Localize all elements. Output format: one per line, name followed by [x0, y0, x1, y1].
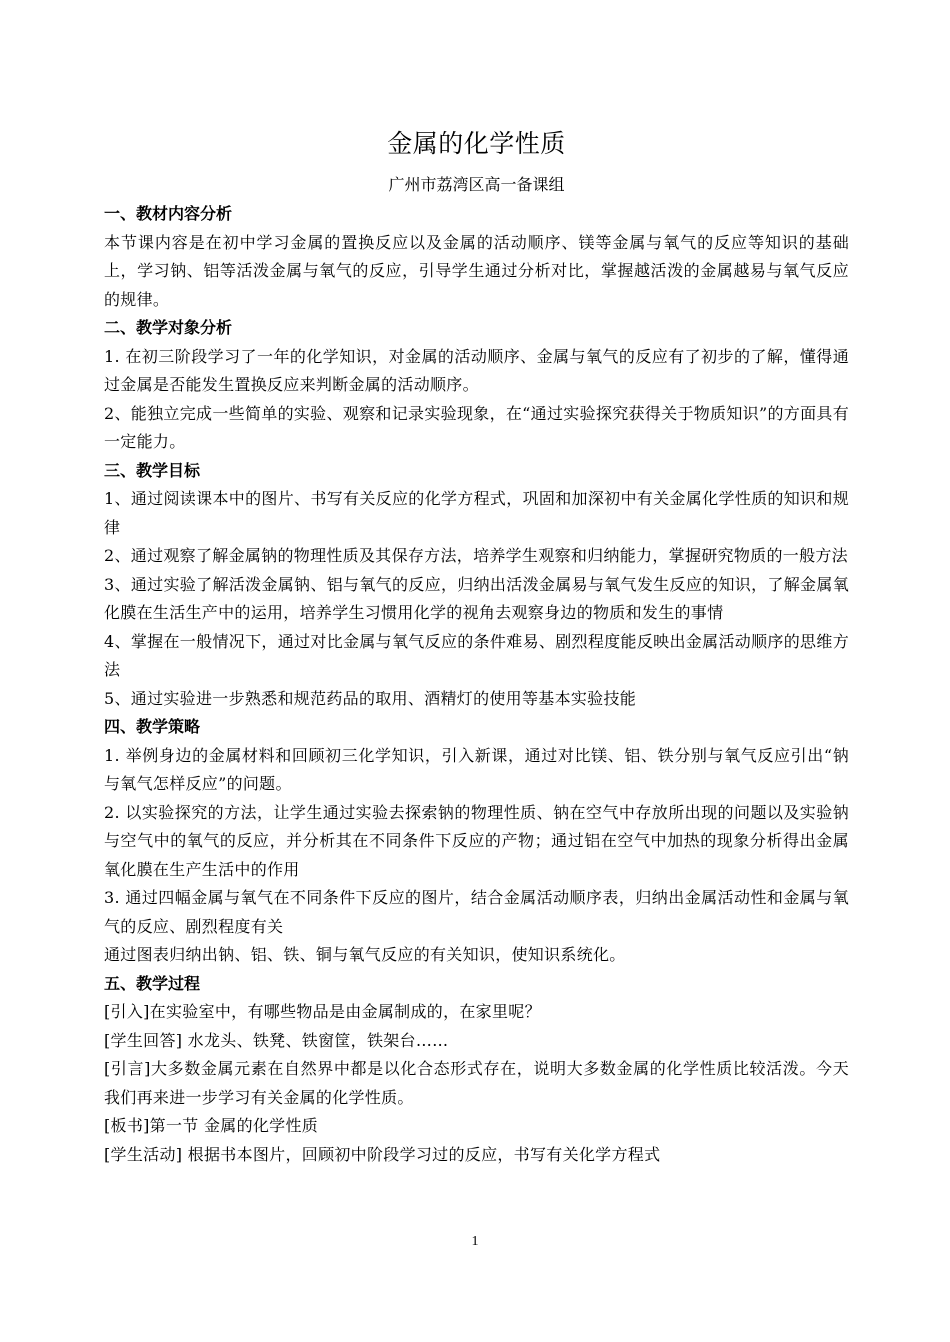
paragraph: 3. 通过四幅金属与氧气在不同条件下反应的图片，结合金属活动顺序表，归纳出金属活动性和金属与氧气的反应、剧烈程度有关 — [104, 888, 849, 936]
paragraph: 通过图表归纳出钠、铝、铁、铜与氧气反应的有关知识，使知识系统化。 — [104, 945, 626, 964]
document-title: 金属的化学性质 — [387, 129, 566, 158]
paragraph: 1. 举例身边的金属材料和回顾初三化学知识，引入新课，通过对比镁、铝、铁分别与氧气反应引出“钠与氧气怎样反应”的问题。 — [104, 745, 849, 793]
paragraph: 1、通过阅读课本中的图片、书写有关反应的化学方程式，巩固和加深初中有关金属化学性质的知识和规律 — [104, 489, 849, 537]
page-number: 1 — [471, 1234, 479, 1249]
paragraph: [学生回答] 水龙头、铁凳、铁窗筐，铁架台…… — [104, 1030, 449, 1050]
paragraph: 4、掌握在一般情况下，通过对比金属与氧气反应的条件难易、剧烈程度能反映出金属活动顺序的思维方法 — [104, 631, 849, 679]
section-heading: 一、教材内容分析 — [104, 204, 233, 223]
section-teaching-goals — [104, 457, 849, 714]
paragraph: 5、通过实验进一步熟悉和规范药品的取用、酒精灯的使用等基本实验技能 — [104, 688, 637, 708]
paragraph: [学生活动] 根据书本图片，回顾初中阶段学习过的反应，书写有关化学方程式 — [104, 1144, 661, 1164]
section-heading: 四、教学策略 — [104, 717, 201, 736]
document-page — [104, 118, 849, 1169]
paragraph: 2、通过观察了解金属钠的物理性质及其保存方法，培养学生观察和归纳能力，掌握研究物质的一般方法 — [104, 546, 848, 565]
paragraph: [板书]第一节 金属的化学性质 — [104, 1116, 319, 1135]
section-heading: 三、教学目标 — [104, 460, 201, 480]
section-heading: 五、教学过程 — [104, 973, 201, 993]
paragraph: 1. 在初三阶段学习了一年的化学知识，对金属的活动顺序、金属与氧气的反应有了初步的了解，懂得通过金属是否能发生置换反应来判断金属的活动顺序。 — [104, 346, 849, 394]
document-subtitle: 广州市荔湾区高一备课组 — [388, 175, 565, 194]
paragraph: 3、通过实验了解活泼金属钠、铝与氧气的反应，归纳出活泼金属易与氧气发生反应的知识，了解金属氧化膜在生活生产中的运用，培养学生习惯用化学的视角去观察身边的物质和发生的事情 — [104, 574, 849, 622]
section-material-analysis — [104, 200, 849, 314]
paragraph: 2、能独立完成一些简单的实验、观察和记录实验现象，在“通过实验探究获得关于物质知识”的方面具有一定能力。 — [104, 403, 849, 451]
section-teaching-process — [104, 970, 849, 1170]
paragraph: [引言]大多数金属元素在自然界中都是以化合态形式存在，说明大多数金属的化学性质比较活泼。今天我们再来进一步学习有关金属的化学性质。 — [104, 1059, 849, 1107]
section-teaching-strategy — [104, 713, 849, 970]
paragraph: 本节课内容是在初中学习金属的置换反应以及金属的活动顺序、镁等金属与氧气的反应等知识的基础上，学习钠、铝等活泼金属与氧气的反应，引导学生通过分析对比，掌握越活泼的金属越易与氧气反应的规律。 — [104, 232, 849, 309]
section-student-analysis — [104, 314, 849, 457]
paragraph: 2. 以实验探究的方法，让学生通过实验去探索钠的物理性质、钠在空气中存放所出现的问题以及实验钠与空气中的氧气的反应，并分析其在不同条件下反应的产物；通过铝在空气中加热的现象分析得出金属氧化膜在生产生活中的作用 — [104, 802, 849, 879]
paragraph: [引入]在实验室中，有哪些物品是由金属制成的，在家里呢？ — [104, 1002, 541, 1021]
section-heading: 二、教学对象分析 — [104, 318, 233, 337]
